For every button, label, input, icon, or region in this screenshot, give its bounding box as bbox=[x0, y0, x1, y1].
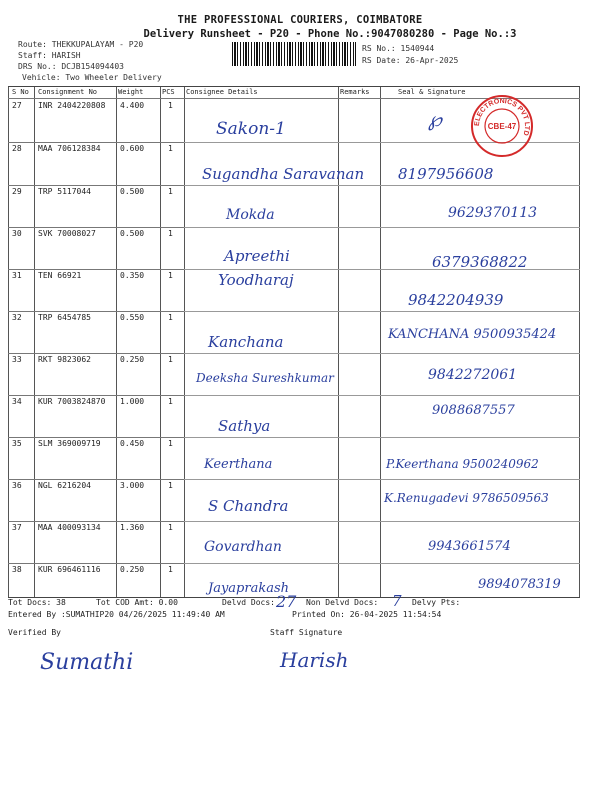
row-pcs: 1 bbox=[168, 271, 173, 280]
row-consignment-no: INR 2404220808 bbox=[38, 101, 106, 110]
staff-signature: Harish bbox=[280, 648, 349, 672]
row-consignment-no: RKT 9823062 bbox=[38, 355, 91, 364]
row-signature-phone: 9842204939 bbox=[408, 291, 504, 309]
column-header-remarks: Remarks bbox=[340, 88, 370, 96]
non-delivered-docs-value: 7 bbox=[392, 592, 402, 610]
row-pcs: 1 bbox=[168, 144, 173, 153]
row-signature-phone: 9088687557 bbox=[432, 403, 515, 418]
row-pcs: 1 bbox=[168, 355, 173, 364]
company-seal-stamp bbox=[470, 94, 534, 158]
runsheet-company-title: THE PROFESSIONAL COURIERS, COIMBATORE bbox=[177, 14, 423, 26]
row-consignment-no: TRP 6454785 bbox=[38, 313, 91, 322]
row-weight: 3.000 bbox=[120, 481, 145, 490]
row-consignee-handwritten: Govardhan bbox=[204, 539, 282, 555]
row-sno: 38 bbox=[12, 565, 22, 574]
route-label: Route: THEKKUPALAYAM - P20 bbox=[18, 40, 144, 49]
row-sno: 27 bbox=[12, 101, 22, 110]
row-sno: 28 bbox=[12, 144, 22, 153]
staff-label: Staff: HARISH bbox=[18, 51, 81, 60]
row-consignment-no: MAA 706128384 bbox=[38, 144, 101, 153]
column-header-weight: Weight bbox=[118, 88, 144, 96]
row-signature-phone: 9943661574 bbox=[428, 539, 511, 554]
entered-by: Entered By :SUMATHIP20 04/26/2025 11:49:40 AM bbox=[8, 610, 225, 619]
row-consignment-no: SVK 70008027 bbox=[38, 229, 96, 238]
vehicle-label: Vehicle: Two Wheeler Delivery bbox=[22, 73, 162, 82]
row-consignee-handwritten: Mokda bbox=[226, 207, 275, 223]
row-signature-phone: K.Renugadevi 9786509563 bbox=[384, 491, 549, 505]
row-weight: 4.400 bbox=[120, 101, 145, 110]
column-header-signature: Seal & Signature bbox=[398, 88, 466, 96]
column-header-pcs: PCS bbox=[162, 88, 175, 96]
row-signature-phone: KANCHANA 9500935424 bbox=[388, 327, 557, 342]
row-pcs: 1 bbox=[168, 523, 173, 532]
row-consignment-no: TEN 66921 bbox=[38, 271, 82, 280]
row-pcs: 1 bbox=[168, 313, 173, 322]
delivery-points-label: Delvy Pts: bbox=[412, 598, 461, 607]
row-consignment-no: KUR 7003824870 bbox=[38, 397, 106, 406]
row-weight: 0.350 bbox=[120, 271, 145, 280]
row-sno: 31 bbox=[12, 271, 22, 280]
verified-by-label: Verified By bbox=[8, 628, 61, 637]
row-pcs: 1 bbox=[168, 565, 173, 574]
row-consignee-handwritten: Sathya bbox=[218, 417, 271, 435]
rs-number: RS No.: 1540944 bbox=[362, 44, 435, 53]
row-sno: 33 bbox=[12, 355, 22, 364]
row-signature-phone: 9629370113 bbox=[448, 205, 538, 221]
row-signature-phone: P.Keerthana 9500240962 bbox=[386, 457, 539, 471]
row-consignment-no: TRP 5117044 bbox=[38, 187, 91, 196]
row-sno: 37 bbox=[12, 523, 22, 532]
rs-date: RS Date: 26-Apr-2025 bbox=[362, 56, 459, 65]
row-sno: 34 bbox=[12, 397, 22, 406]
row-weight: 0.250 bbox=[120, 565, 145, 574]
row-weight: 0.250 bbox=[120, 355, 145, 364]
row-sno: 32 bbox=[12, 313, 22, 322]
runsheet-subtitle: Delivery Runsheet - P20 - Phone No.:9047080280 - Page No.:3 bbox=[143, 28, 517, 40]
printed-on: Printed On: 26-04-2025 11:54:54 bbox=[292, 610, 442, 619]
row-weight: 0.450 bbox=[120, 439, 145, 448]
row-weight: 0.500 bbox=[120, 187, 145, 196]
column-header-consignee: Consignee Details bbox=[186, 88, 258, 96]
delivered-docs-value: 27 bbox=[276, 592, 297, 611]
row-consignment-no: SLM 369009719 bbox=[38, 439, 101, 448]
row-pcs: 1 bbox=[168, 439, 173, 448]
row-signature-phone: 6379368822 bbox=[432, 253, 528, 271]
row-pcs: 1 bbox=[168, 101, 173, 110]
row-sno: 36 bbox=[12, 481, 22, 490]
delivered-docs-label: Delvd Docs: bbox=[222, 598, 275, 607]
runsheet-table bbox=[8, 86, 580, 598]
non-delivered-docs-label: Non Delvd Docs: bbox=[306, 598, 379, 607]
row-weight: 1.000 bbox=[120, 397, 145, 406]
row-sno: 29 bbox=[12, 187, 22, 196]
staff-signature-label: Staff Signature bbox=[270, 628, 343, 637]
row-signature-phone: 9842272061 bbox=[428, 367, 518, 383]
row-signature-phone: 9894078319 bbox=[478, 577, 561, 592]
row-signature-phone: 8197956608 bbox=[398, 165, 494, 183]
stamp-center-code: CBE-47 bbox=[487, 122, 517, 131]
row-weight: 0.600 bbox=[120, 144, 145, 153]
column-header-consignment: Consignment No bbox=[38, 88, 98, 96]
row-consignment-no: MAA 400093134 bbox=[38, 523, 101, 532]
total-cod-amount: Tot COD Amt: 0.00 bbox=[96, 598, 178, 607]
row-consignee-handwritten: Sakon-1 bbox=[216, 119, 286, 139]
row-consignee-handwritten: Yoodharaj bbox=[218, 271, 294, 289]
row-sno: 30 bbox=[12, 229, 22, 238]
row-consignee-handwritten: Apreethi bbox=[224, 247, 290, 265]
row-pcs: 1 bbox=[168, 229, 173, 238]
barcode-image bbox=[232, 42, 356, 66]
row-consignee-handwritten: Sugandha Saravanan bbox=[202, 165, 365, 183]
row-pcs: 1 bbox=[168, 481, 173, 490]
row-weight: 0.500 bbox=[120, 229, 145, 238]
row-consignee-handwritten: Jayaprakash bbox=[208, 581, 290, 596]
row-consignment-no: NGL 6216204 bbox=[38, 481, 91, 490]
row-weight: 0.550 bbox=[120, 313, 145, 322]
stamp-ring-text: ELECTRONICS PVT LTD bbox=[473, 97, 531, 137]
row-pcs: 1 bbox=[168, 397, 173, 406]
row-consignment-no: KUR 696461116 bbox=[38, 565, 101, 574]
row-consignee-handwritten: Kanchana bbox=[208, 333, 284, 351]
row-consignee-handwritten: S Chandra bbox=[208, 497, 289, 515]
drs-number: DRS No.: DCJB154094403 bbox=[18, 62, 124, 71]
total-docs: Tot Docs: 38 bbox=[8, 598, 66, 607]
row-weight: 1.360 bbox=[120, 523, 145, 532]
row-consignee-handwritten: Deeksha Sureshkumar bbox=[196, 371, 334, 385]
row-sno: 35 bbox=[12, 439, 22, 448]
row-signature-scribble: ℘ bbox=[428, 107, 442, 131]
row-pcs: 1 bbox=[168, 187, 173, 196]
verified-by-signature: Sumathi bbox=[40, 650, 134, 675]
row-consignee-handwritten: Keerthana bbox=[204, 457, 273, 472]
column-header-sno: S No bbox=[12, 88, 29, 96]
